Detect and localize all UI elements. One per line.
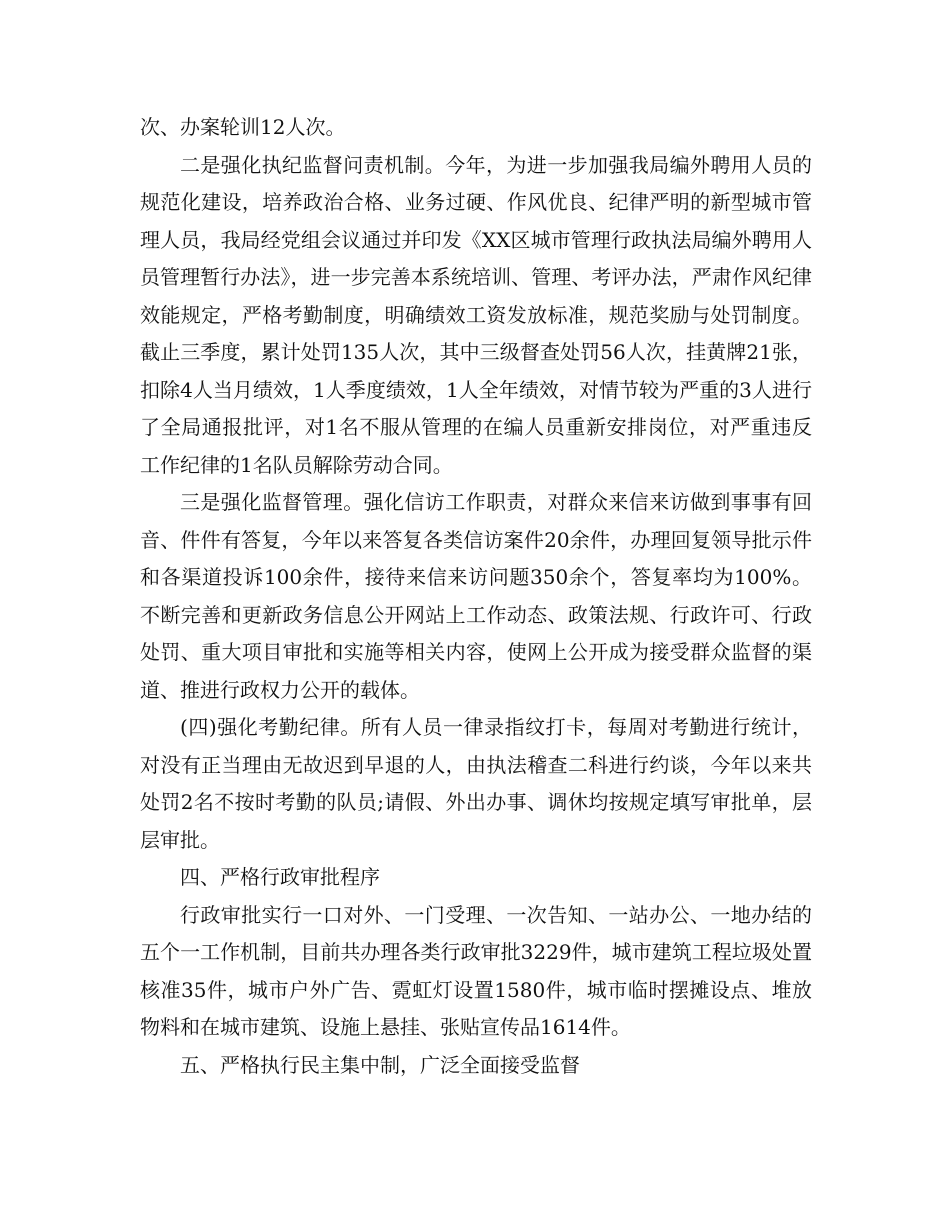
paragraph-administrative-approval: 行政审批实行一口对外、一门受理、一次告知、一站办公、一地办结的五个一工作机制，目前共办理各类行政审批3229件，城市建筑工程垃圾处置核准35件，城市户外广告、霓虹灯设置1580件，城市临时摆摊设点、堆放物料和在城市建筑、设施上悬挂、张贴宣传品1614件。 bbox=[140, 902, 812, 1039]
document-body bbox=[140, 109, 812, 1084]
paragraph-continuation: 次、办案轮训12人次。 bbox=[140, 115, 346, 139]
paragraph-discipline-accountability: 二是强化执纪监督问责机制。今年，为进一步加强我局编外聘用人员的规范化建设，培养政治合格、业务过硬、作风优良、纪律严明的新型城市管理人员，我局经党组会议通过并印发《XX区城市管理行政执法局编外聘用人员管理暂行办法》，进一步完善本系统培训、管理、考评办法，严肃作风纪律效能规定，严格考勤制度，明确绩效工资发放标准，规范奖励与处罚制度。截止三季度，累计处罚135人次，其中三级督查处罚56人次，挂黄牌21张，扣除4人当月绩效，1人季度绩效，1人全年绩效，对情节较为严重的3人进行了全局通报批评，对1名不服从管理的在编人员重新安排岗位，对严重违反工作纪律的1名队员解除劳动合同。 bbox=[140, 152, 812, 477]
paragraph-supervision-management: 三是强化监督管理。强化信访工作职责，对群众来信来访做到事事有回音、件件有答复，今年以来答复各类信访案件20余件，办理回复领导批示件和各渠道投诉100余件，接待来信来访问题350余个，答复率均为100%。不断完善和更新政务信息公开网站上工作动态、政策法规、行政许可、行政处罚、重大项目审批和实施等相关内容，使网上公开成为接受群众监督的渠道、推进行政权力公开的载体。 bbox=[140, 490, 812, 702]
section-heading-democratic-centralism: 五、严格执行民主集中制，广泛全面接受监督 bbox=[180, 1052, 580, 1077]
paragraph-attendance-discipline: (四)强化考勤纪律。所有人员一律录指纹打卡，每周对考勤进行统计，对没有正当理由无故迟到早退的人，由执法稽查二科进行约谈，今年以来共处罚2名不按时考勤的队员;请假、外出办事、调休均按规定填写审批单，层层审批。 bbox=[140, 715, 812, 852]
section-heading-administrative-approval: 四、严格行政审批程序 bbox=[180, 865, 380, 889]
